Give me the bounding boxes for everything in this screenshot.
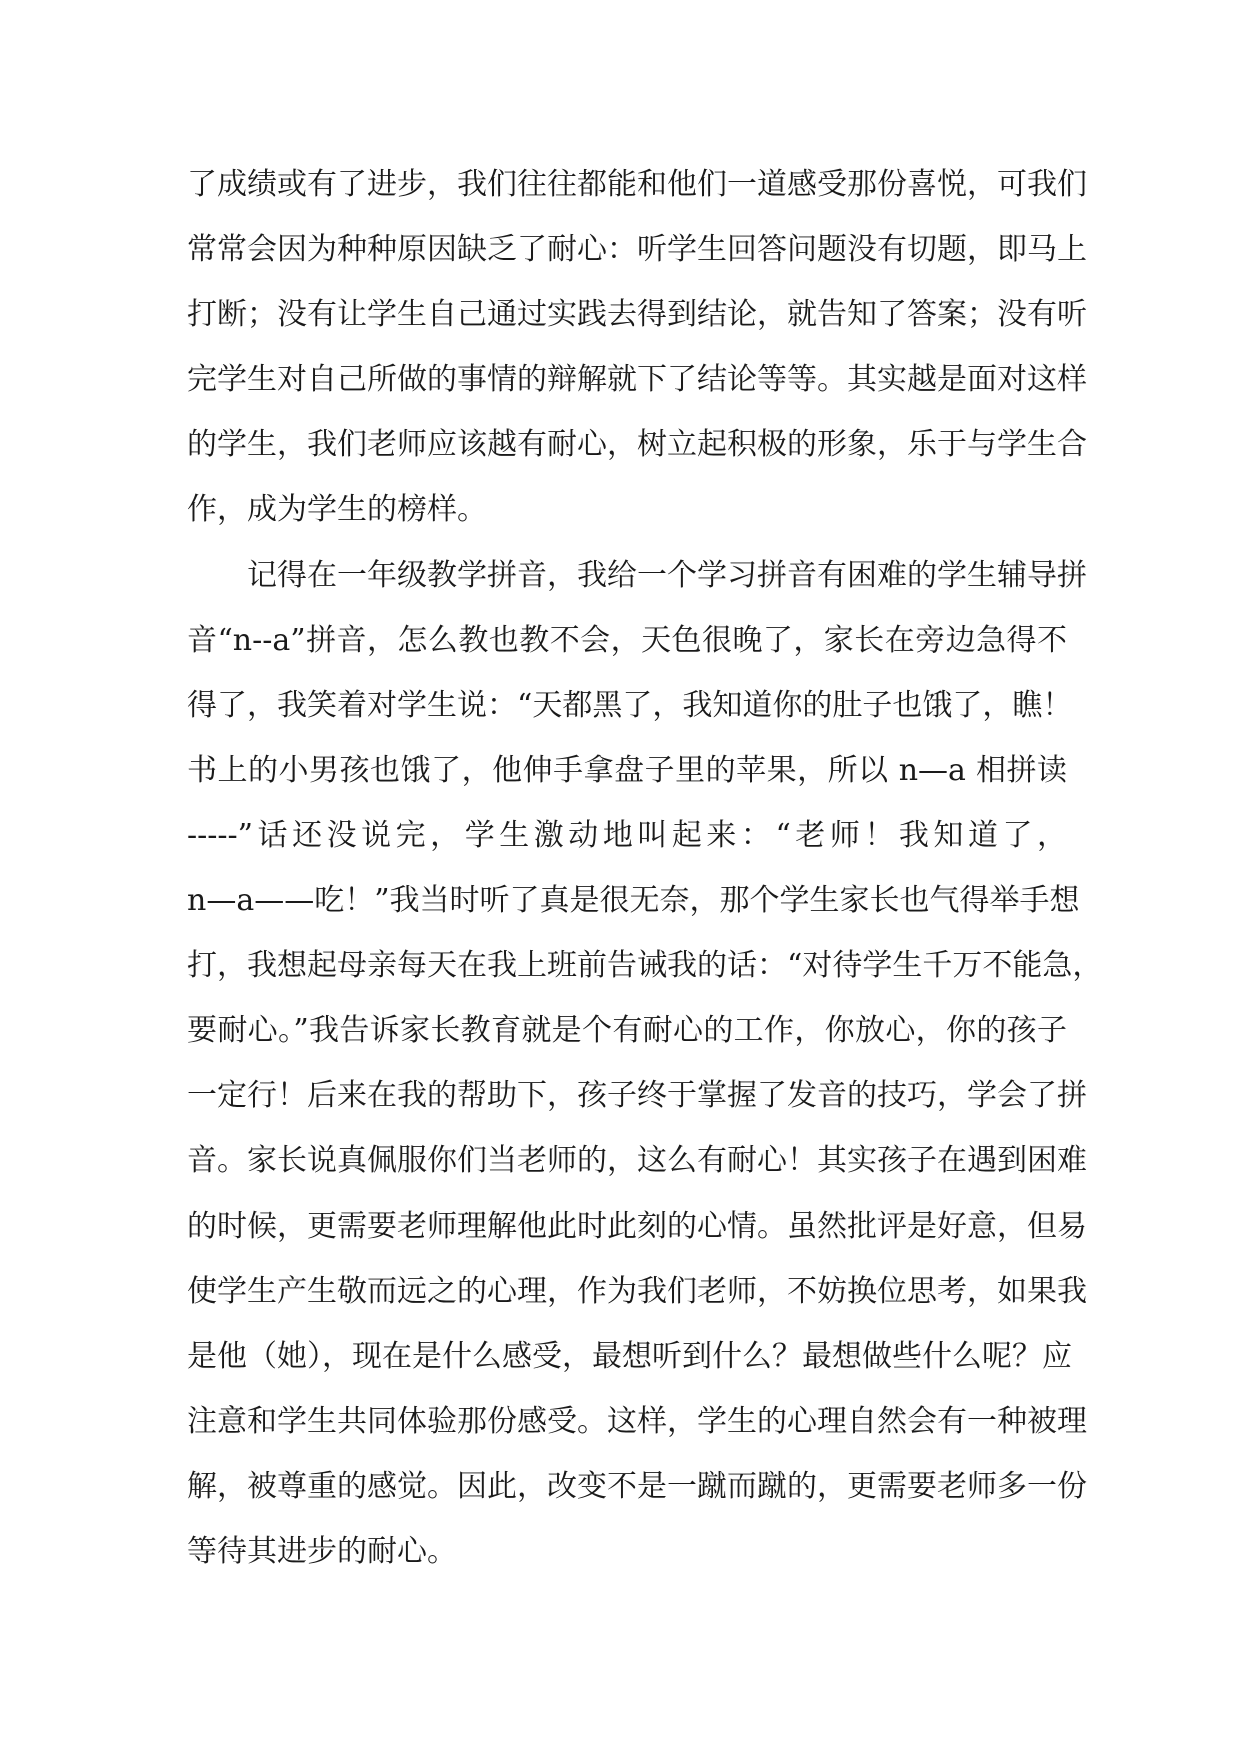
text-line: n—a——吃！”我当时听了真是很无奈，那个学生家长也气得举手想 (187, 883, 1080, 919)
paragraph-2 (187, 543, 1103, 1585)
paragraph-1 (187, 152, 1087, 543)
text-line: 了成绩或有了进步，我们往往都能和他们一道感受那份喜悦，可我们 (187, 167, 1087, 202)
text-line: 的时候，更需要老师理解他此时此刻的心情。虽然批评是好意，但易 (187, 1208, 1087, 1244)
text-line: 完学生对自己所做的事情的辩解就下了结论等等。其实越是面对这样 (187, 362, 1087, 398)
text-line: 得了，我笑着对学生说：“天都黑了，我知道你的肚子也饿了，瞧！ (187, 687, 1073, 723)
text-line: 的学生，我们老师应该越有耐心，树立起积极的形象，乐于与学生合 (187, 427, 1087, 463)
text-line: 注意和学生共同体验那份感受。这样，学生的心理自然会有一种被理 (187, 1403, 1087, 1439)
text-line: 等待其进步的耐心。 (187, 1533, 457, 1569)
text-line: 打断；没有让学生自己通过实践去得到结论，就告知了答案；没有听 (187, 297, 1087, 333)
text-line: 音“n--a”拼音，怎么教也教不会，天色很晚了，家长在旁边急得不 (187, 622, 1067, 658)
text-line: 音。家长说真佩服你们当老师的，这么有耐心！其实孩子在遇到困难 (187, 1143, 1087, 1179)
text-line: 一定行！后来在我的帮助下，孩子终于掌握了发音的技巧，学会了拼 (187, 1078, 1087, 1114)
text-line: 作，成为学生的榜样。 (187, 492, 487, 528)
text-line: 记得在一年级教学拼音，我给一个学习拼音有困难的学生辅导拼 (247, 557, 1087, 593)
text-line: 书上的小男孩也饿了，他伸手拿盘子里的苹果，所以 n—a 相拼读 (187, 752, 1067, 788)
text-line: 是他（她），现在是什么感受，最想听到什么？最想做些什么呢？应 (187, 1338, 1072, 1374)
text-line: 解，被尊重的感觉。因此，改变不是一蹴而蹴的，更需要老师多一份 (187, 1468, 1087, 1504)
text-line: -----”话还没说完，学生激动地叫起来：“老师！我知道了， (187, 817, 1067, 853)
text-line: 打，我想起母亲每天在我上班前告诫我的话：“对待学生千万不能急， (187, 948, 1103, 984)
text-line: 常常会因为种种原因缺乏了耐心：听学生回答问题没有切题，即马上 (187, 232, 1087, 268)
text-line: 要耐心。”我告诉家长教育就是个有耐心的工作，你放心，你的孩子 (187, 1013, 1067, 1049)
text-line: 使学生产生敬而远之的心理，作为我们老师，不妨换位思考，如果我 (187, 1273, 1087, 1309)
body-text (187, 152, 1103, 1584)
